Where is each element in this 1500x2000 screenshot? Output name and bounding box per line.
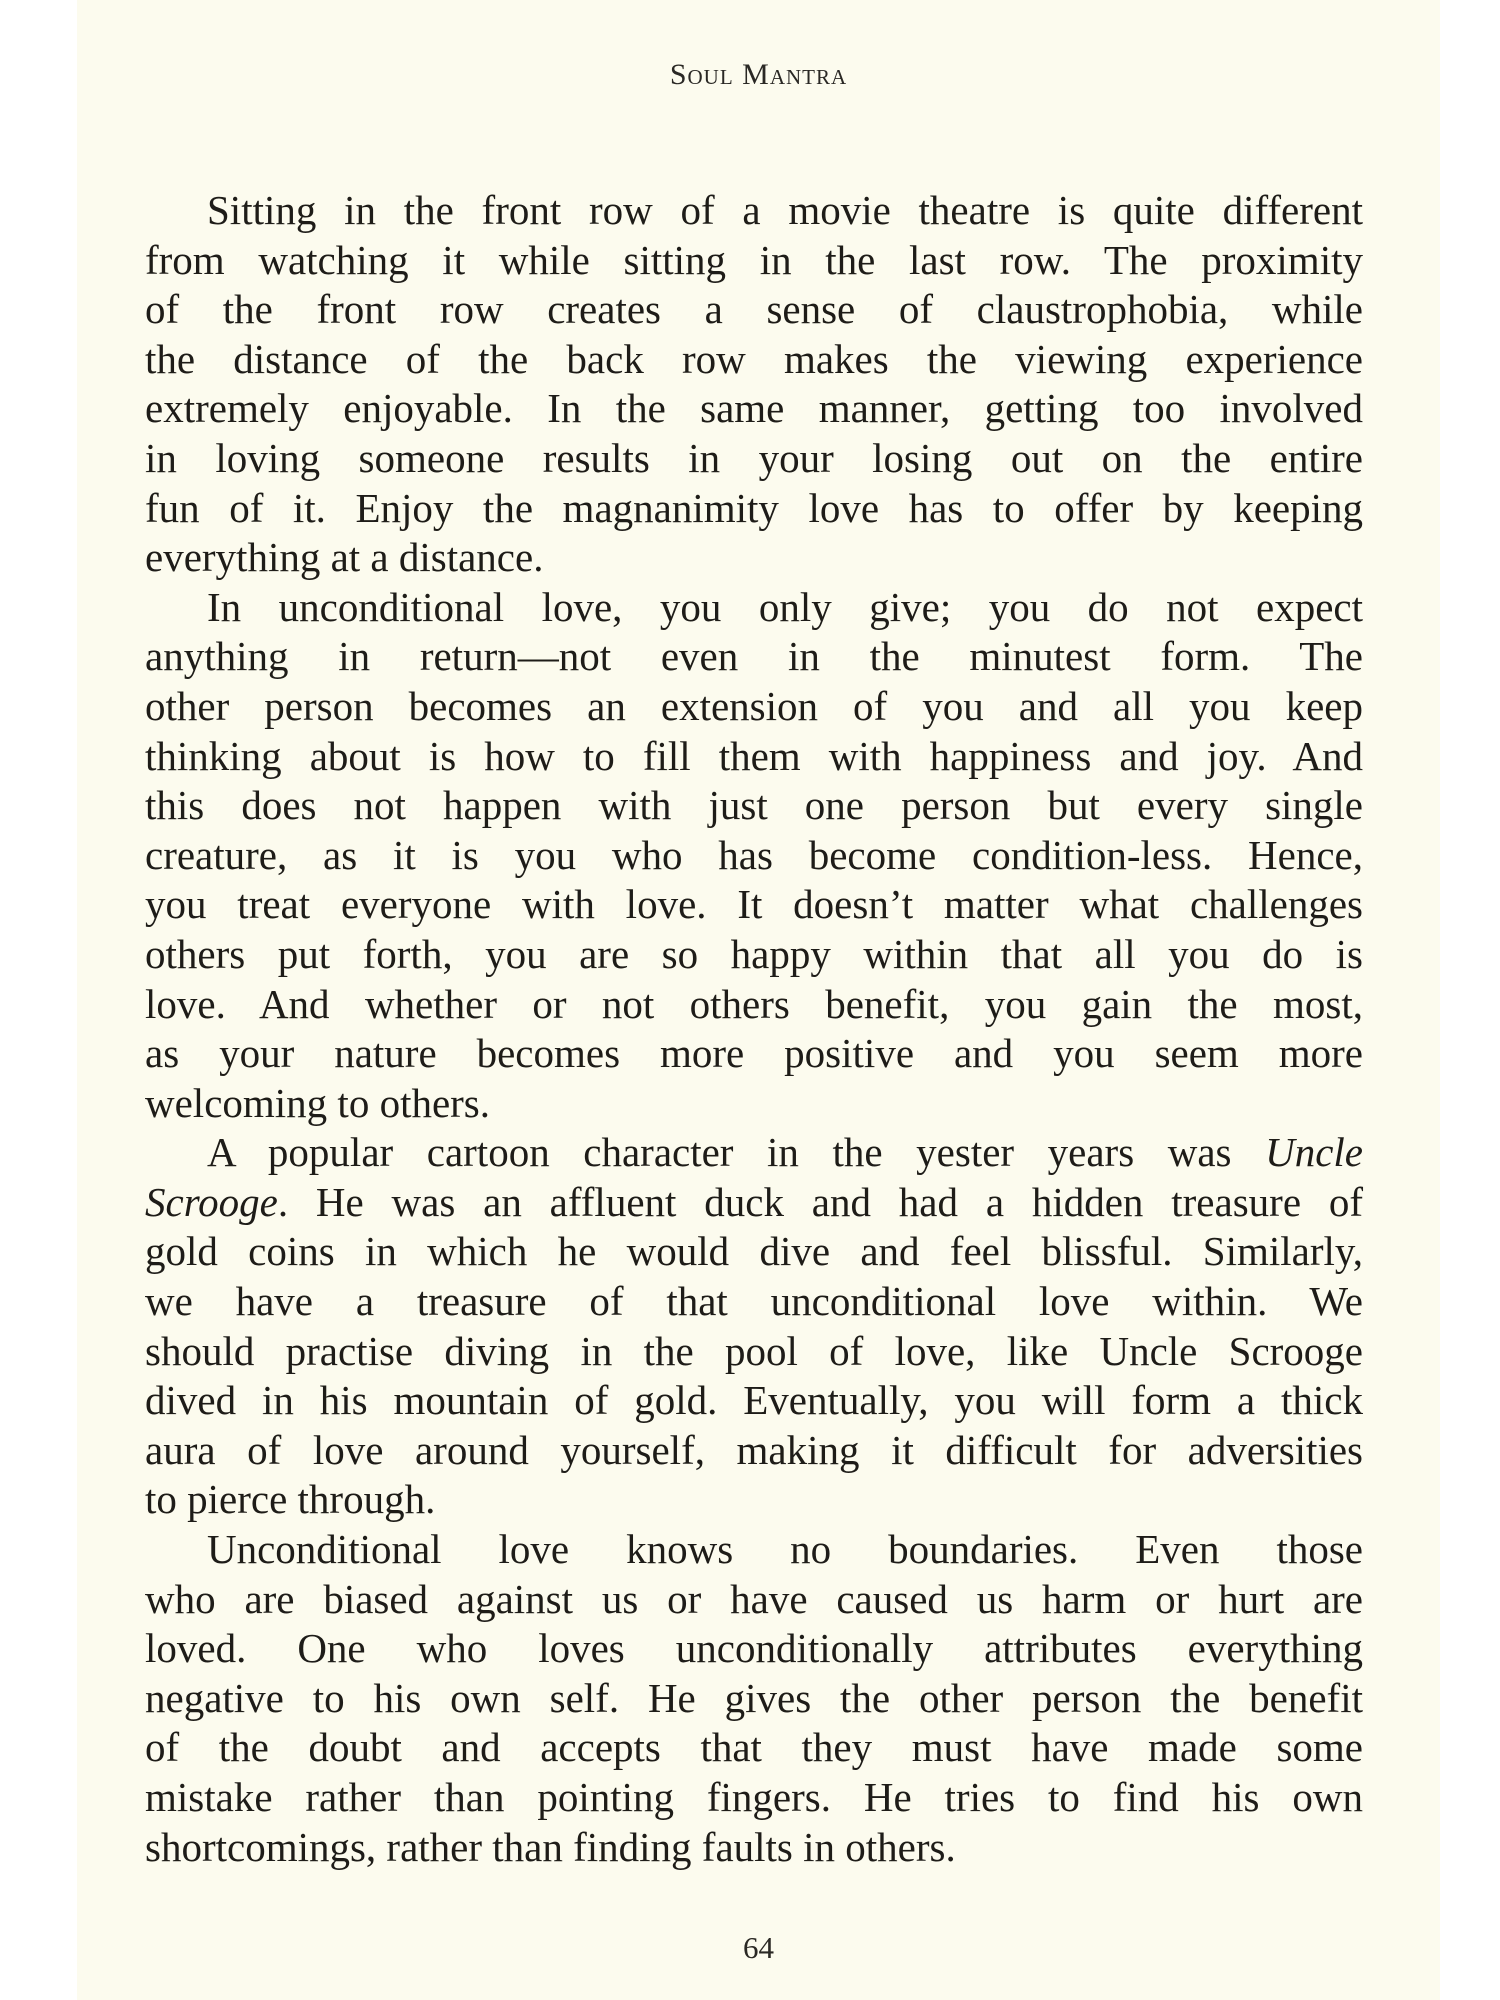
line-text: of the doubt and accepts that they must have made some	[145, 1724, 1363, 1771]
text-line	[145, 1773, 1363, 1823]
text-line	[145, 632, 1363, 682]
line-text: of the front row creates a sense of claustrophobia, while	[145, 286, 1363, 333]
text-line	[145, 1376, 1363, 1426]
text-line	[145, 1823, 1363, 1873]
line-text: In unconditional love, you only give; you do not expect	[207, 583, 1363, 630]
line-text: A popular cartoon character in the yester years was	[207, 1129, 1266, 1176]
text-line	[145, 1475, 1363, 1525]
text-line	[145, 285, 1363, 335]
line-text: the distance of the back row makes the viewing experience	[145, 335, 1363, 382]
line-text: welcoming to others.	[145, 1079, 491, 1126]
line-text: in loving someone results in your losing out on the entire	[145, 434, 1363, 481]
line-text: others put forth, you are so happy within that all you do is	[145, 930, 1363, 977]
text-line	[145, 1227, 1363, 1277]
text-line	[145, 236, 1363, 286]
text-line	[145, 1029, 1363, 1079]
line-text: extremely enjoyable. In the same manner, getting too involved	[145, 385, 1363, 432]
italic-text: Uncle	[1265, 1129, 1363, 1176]
line-text: aura of love around yourself, making it difficult for adversities	[145, 1426, 1363, 1473]
line-text: . He was an affluent duck and had a hidden treasure of	[277, 1178, 1363, 1225]
line-text: everything at a distance.	[145, 534, 544, 581]
text-line	[145, 335, 1363, 385]
line-text: who are biased against us or have caused us harm or hurt are	[145, 1575, 1363, 1622]
text-line	[145, 533, 1363, 583]
line-text: shortcomings, rather than finding faults in others.	[145, 1823, 956, 1870]
text-line	[145, 1079, 1363, 1129]
line-text: loved. One who loves unconditionally attributes everything	[145, 1625, 1363, 1672]
text-line	[145, 930, 1363, 980]
line-text: fun of it. Enjoy the magnanimity love has to offer by keeping	[145, 484, 1363, 531]
line-text: Sitting in the front row of a movie theatre is quite different	[207, 187, 1363, 233]
running-head: Soul Mantra	[669, 58, 848, 91]
text-line	[145, 980, 1363, 1030]
italic-text: Scrooge	[145, 1178, 278, 1225]
line-text: thinking about is how to fill them with happiness and joy. And	[145, 732, 1363, 779]
book-page	[77, 0, 1440, 2000]
text-line	[145, 732, 1363, 782]
line-text: anything in return—not even in the minutest form. The	[145, 633, 1363, 680]
line-text: Unconditional love knows no boundaries. Even those	[207, 1526, 1363, 1573]
text-line	[145, 384, 1363, 434]
page-number: 64	[743, 1930, 774, 1965]
line-text: you treat everyone with love. It doesn’t matter what challenges	[145, 881, 1363, 928]
line-text: should practise diving in the pool of love, like Uncle Scrooge	[145, 1327, 1363, 1374]
text-line	[145, 484, 1363, 534]
text-line	[145, 1128, 1363, 1178]
text-line	[145, 1178, 1363, 1228]
line-text: mistake rather than pointing fingers. He tries to find his own	[145, 1774, 1363, 1820]
line-text: creature, as it is you who has become condition-less. Hence,	[145, 831, 1363, 878]
line-text: dived in his mountain of gold. Eventually, you will form a thick	[145, 1377, 1363, 1424]
line-text: negative to his own self. He gives the other person the benefit	[145, 1674, 1363, 1721]
line-text: love. And whether or not others benefit, you gain the most,	[145, 980, 1363, 1027]
text-line	[145, 831, 1363, 881]
text-line	[145, 1525, 1363, 1575]
line-text: we have a treasure of that unconditional love within. We	[145, 1278, 1363, 1325]
text-line	[145, 682, 1363, 732]
text-line	[145, 1277, 1363, 1327]
line-text: as your nature becomes more positive and you seem more	[145, 1030, 1363, 1077]
line-text: from watching it while sitting in the last row. The proximity	[145, 236, 1363, 283]
line-text: gold coins in which he would dive and feel blissful. Similarly,	[145, 1228, 1363, 1275]
text-line	[145, 880, 1363, 930]
text-line	[145, 1624, 1363, 1674]
text-line	[145, 1575, 1363, 1625]
line-text: this does not happen with just one person but every single	[145, 782, 1363, 829]
text-line	[145, 1327, 1363, 1377]
body-text	[145, 186, 1363, 1872]
text-line	[145, 186, 1363, 236]
text-line	[145, 434, 1363, 484]
text-line	[145, 583, 1363, 633]
text-line	[145, 1723, 1363, 1773]
text-line	[145, 1426, 1363, 1476]
text-line	[145, 781, 1363, 831]
line-text: to pierce through.	[145, 1476, 436, 1523]
text-line	[145, 1674, 1363, 1724]
line-text: other person becomes an extension of you and all you keep	[145, 682, 1363, 729]
